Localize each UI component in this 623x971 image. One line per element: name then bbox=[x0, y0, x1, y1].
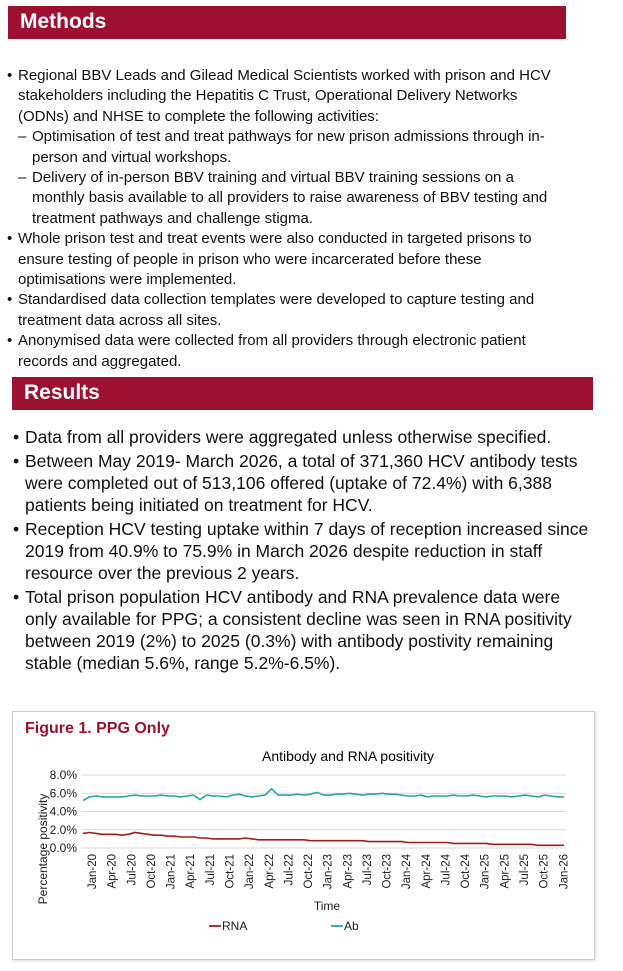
x-tick-label: Jul-20 bbox=[126, 854, 139, 886]
methods-item: • Whole prison test and treat events were also conducted in targeted prisons to ensure testing of people in prison who were incarcerated before these optimisations were implemented. bbox=[18, 229, 570, 290]
results-heading-banner bbox=[12, 377, 593, 410]
x-tick-label: Oct-20 bbox=[145, 854, 158, 889]
x-tick-label: Apr-22 bbox=[263, 854, 276, 889]
x-tick-label: Apr-21 bbox=[185, 854, 198, 889]
x-tick-label: Jan-20 bbox=[87, 854, 100, 890]
y-axis-label: Percentage positivity bbox=[36, 793, 50, 905]
legend-label: Ab bbox=[344, 919, 359, 933]
x-tick-labels bbox=[87, 853, 570, 889]
series-line-rna bbox=[83, 833, 564, 846]
methods-list bbox=[18, 66, 570, 372]
results-list bbox=[25, 426, 595, 676]
x-tick-label: Apr-24 bbox=[420, 854, 433, 889]
x-tick-label: Jul-25 bbox=[519, 854, 532, 886]
x-tick-label: Oct-22 bbox=[303, 854, 316, 889]
results-heading: Results bbox=[24, 381, 100, 404]
x-tick-label: Jan-21 bbox=[165, 854, 178, 890]
grid-lines bbox=[81, 775, 566, 848]
y-tick-label: 6.0% bbox=[49, 786, 77, 801]
x-tick-label: Apr-20 bbox=[106, 854, 119, 889]
results-item: • Data from all providers were aggregated unless otherwise specified. bbox=[25, 426, 595, 448]
figure-box bbox=[12, 711, 595, 960]
x-tick-label: Jul-24 bbox=[440, 854, 453, 886]
figure-label: Figure 1. PPG Only bbox=[25, 720, 170, 737]
results-item: • Total prison population HCV antibody and RNA prevalence data were only available for PPG; a consistent decline was seen in RNA positivity between 2019 (2%) to 2025 (0.3%) with antibody postivity remaining stable (median 5.6%, range 5.2%-6.5%). bbox=[25, 586, 595, 674]
x-tick-label: Oct-25 bbox=[538, 854, 551, 889]
chart-legend bbox=[209, 919, 359, 933]
x-tick-label: Jul-23 bbox=[361, 854, 374, 886]
x-tick-label: Apr-23 bbox=[342, 854, 355, 889]
series-line-ab bbox=[83, 789, 564, 801]
y-tick-label: 8.0% bbox=[49, 768, 77, 782]
x-tick-label: Jul-21 bbox=[204, 854, 217, 886]
methods-item: • Anonymised data were collected from all providers through electronic patient records and aggregated. bbox=[18, 331, 570, 372]
x-tick-label: Oct-23 bbox=[381, 854, 394, 889]
methods-subitem: – Optimisation of test and treat pathways for new prison admissions through in-person and virtual workshops. bbox=[32, 127, 570, 168]
x-tick-label: Jan-26 bbox=[558, 854, 571, 890]
x-axis-label: Time bbox=[313, 899, 341, 913]
methods-subitem: – Delivery of in-person BBV training and virtual BBV training sessions on a monthly basis available to all providers to raise awareness of BBV testing and treatment pathways and challenge stigma. bbox=[32, 168, 570, 229]
y-tick-label: 4.0% bbox=[49, 804, 77, 819]
legend-label: RNA bbox=[222, 919, 248, 933]
results-item: • Reception HCV testing uptake within 7 days of reception increased since 2019 from 40.9% to 75.9% in March 2026 despite reduction in staff resource over the previous 2 years. bbox=[25, 518, 595, 584]
x-tick-label: Jan-22 bbox=[244, 854, 257, 890]
x-tick-label: Oct-24 bbox=[460, 854, 473, 889]
chart-title: Antibody and RNA positivity bbox=[262, 748, 434, 764]
y-tick-labels bbox=[50, 768, 78, 855]
series-lines bbox=[83, 789, 564, 846]
methods-heading-banner bbox=[8, 6, 566, 39]
y-tick-label: 2.0% bbox=[49, 822, 77, 837]
results-item: • Between May 2019- March 2026, a total of 371,360 HCV antibody tests were completed out of 513,106 offered (uptake of 72.4%) with 6,388 patients being initiated on treatment for HCV. bbox=[25, 450, 595, 516]
x-tick-label: Oct-21 bbox=[224, 854, 237, 889]
x-tick-label: Jul-22 bbox=[283, 854, 296, 886]
x-tick-label: Jan-25 bbox=[479, 854, 492, 890]
methods-item: • Standardised data collection templates were developed to capture testing and treatment data across all sites. bbox=[18, 290, 570, 331]
methods-item: • Regional BBV Leads and Gilead Medical Scientists worked with prison and HCV stakeholders including the Hepatitis C Trust, Operational Delivery Networks (ODNs) and NHSE to complete the following activities: bbox=[18, 66, 570, 127]
x-tick-label: Apr-25 bbox=[499, 854, 512, 889]
methods-heading: Methods bbox=[20, 10, 107, 33]
y-tick-label: 0.0% bbox=[49, 841, 77, 855]
line-chart bbox=[13, 712, 594, 959]
x-tick-label: Jan-23 bbox=[322, 854, 335, 890]
x-tick-label: Jan-24 bbox=[401, 854, 414, 890]
